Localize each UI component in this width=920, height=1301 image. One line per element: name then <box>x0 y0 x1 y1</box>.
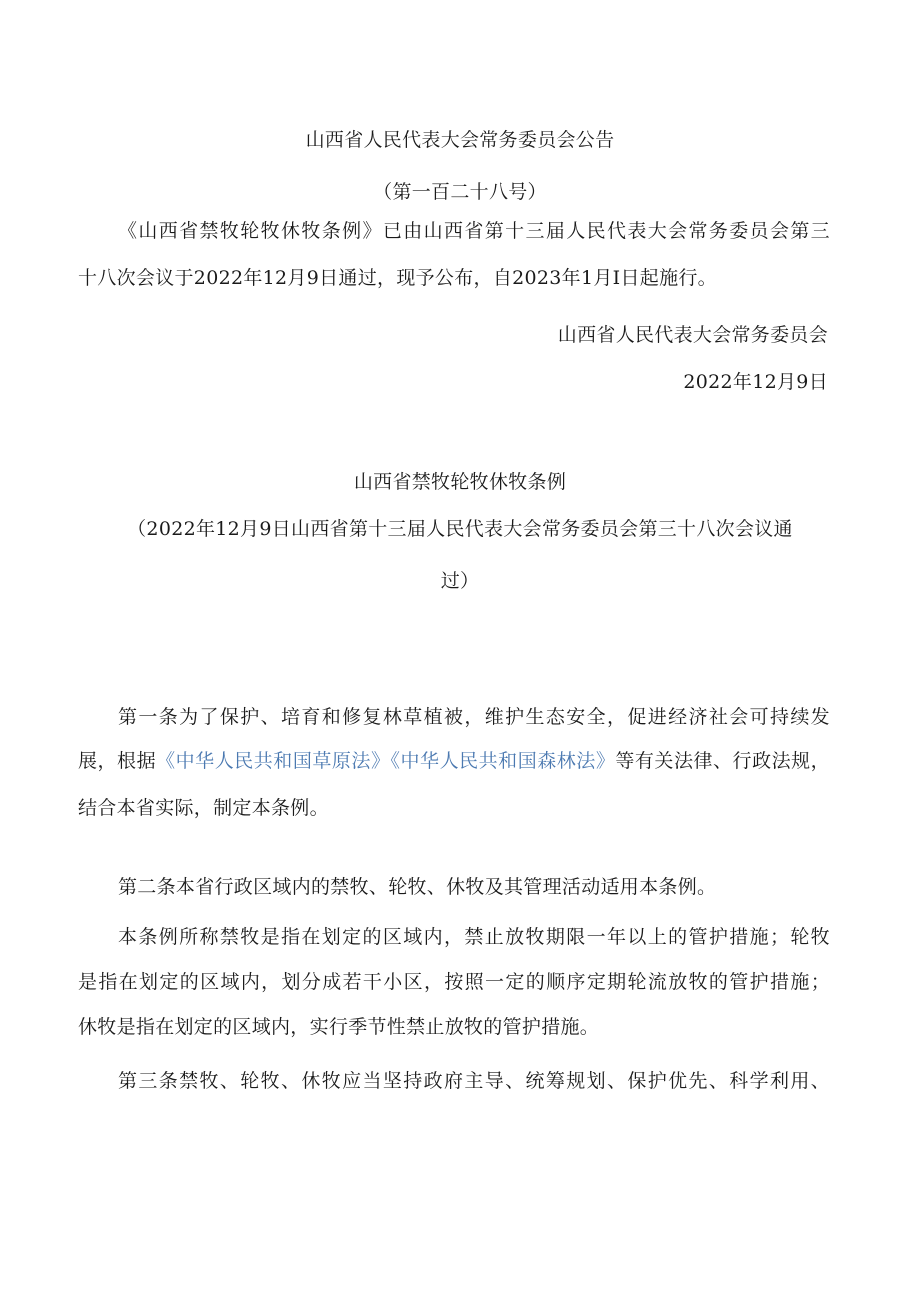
article-1-line-2 <box>78 749 830 773</box>
regulation-adoption-line-2: 过） <box>440 570 480 592</box>
regulation-title: 山西省禁牧轮牧休牧条例 <box>353 471 567 493</box>
forest-law-link[interactable]: 《中华人民共和国森林法》 <box>390 750 616 772</box>
definitions-line-3: 休牧是指在划定的区域内，实行季节性禁止放牧的管护措施。 <box>78 1016 600 1038</box>
article-1-line-2-lead: 展，根据 <box>78 750 157 772</box>
announcement-body-line-2: 十八次会议于2022年12月9日通过，现予公布，自2023年1月I日起施行。 <box>78 267 717 289</box>
grassland-law-link[interactable]: 《中华人民共和国草原法》 <box>156 750 391 772</box>
article-1-line-3: 结合本省实际，制定本条例。 <box>78 797 329 819</box>
article-1-line-2-tail: 等有关法律、行政法规， <box>615 750 830 772</box>
definitions-line-1: 本条例所称禁牧是指在划定的区域内，禁止放牧期限一年以上的管护措施；轮牧 <box>118 926 830 948</box>
regulation-adoption-line-1: （2022年12月9日山西省第十三届人民代表大会常务委员会第三十八次会议通 <box>127 518 793 540</box>
announcement-title: 山西省人民代表大会常务委员会公告 <box>305 129 615 151</box>
announcement-date: 2022年12月9日 <box>683 371 828 393</box>
announcement-body-line-1: 《山西省禁牧轮牧休牧条例》已由山西省第十三届人民代表大会常务委员会第三 <box>118 220 830 242</box>
definitions-line-2: 是指在划定的区域内，划分成若干小区，按照一定的顺序定期轮流放牧的管护措施； <box>78 971 830 993</box>
article-2-line-1: 第二条本省行政区域内的禁牧、轮牧、休牧及其管理活动适用本条例。 <box>118 876 717 898</box>
article-1-line-1: 第一条为了保护、培育和修复林草植被，维护生态安全，促进经济社会可持续发 <box>118 706 830 728</box>
article-3-line-1: 第三条禁牧、轮牧、休牧应当坚持政府主导、统筹规划、保护优先、科学利用、 <box>118 1070 830 1092</box>
announcement-number: （第一百二十八号） <box>373 181 547 203</box>
announcement-issuer: 山西省人民代表大会常务委员会 <box>557 324 828 346</box>
